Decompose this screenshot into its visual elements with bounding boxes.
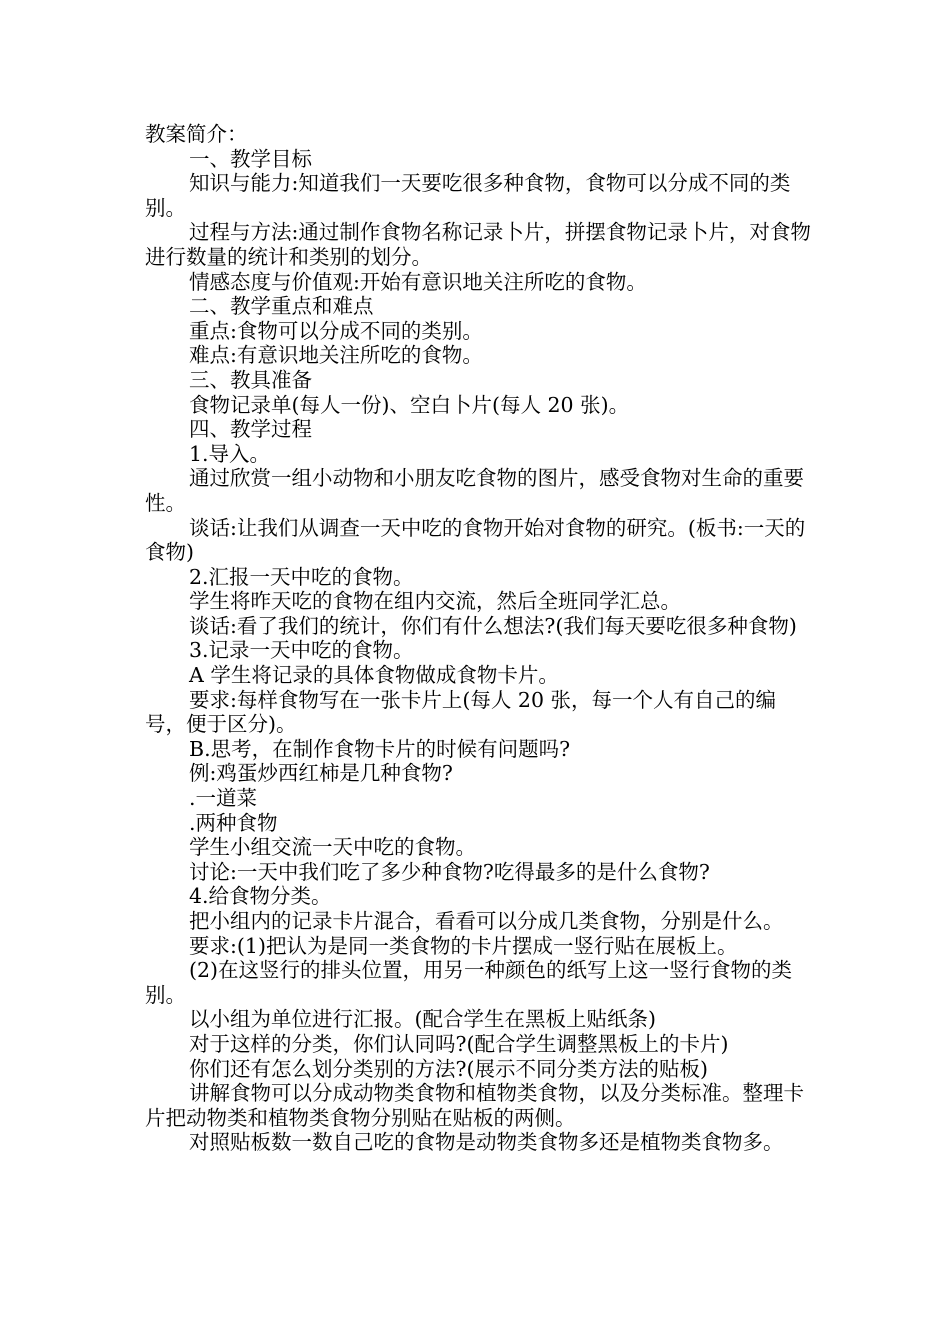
paragraph: 知识与能力:知道我们一天要吃很多种食物，食物可以分成不同的类别。 (145, 171, 791, 220)
step-heading: 1.导入。 (189, 441, 271, 466)
paragraph: 以小组为单位进行汇报。(配合学生在黑板上贴纸条) (189, 1007, 656, 1032)
paragraph: .两种食物 (189, 810, 278, 835)
section-heading-process: 四、教学过程 (189, 417, 312, 442)
section-heading-materials: 三、教具准备 (189, 367, 312, 392)
section-heading-key-points: 二、教学重点和难点 (189, 294, 374, 319)
paragraph: (2)在这竖行的排头位置，用另一种颜色的纸写上这一竖行食物的类别。 (145, 958, 793, 1007)
step-heading: 4.给食物分类。 (189, 884, 332, 909)
section-heading-objectives: 一、教学目标 (189, 146, 312, 171)
paragraph: 例:鸡蛋炒西红柿是几种食物? (189, 761, 453, 786)
paragraph: 你们还有怎么划分类别的方法?(展示不同分类方法的贴板) (189, 1056, 708, 1081)
paragraph: B.思考，在制作食物卡片的时候有问题吗? (189, 736, 571, 761)
paragraph: 学生小组交流一天中吃的食物。 (189, 835, 476, 860)
paragraph: 难点:有意识地关注所吃的食物。 (189, 343, 483, 368)
paragraph: 过程与方法:通过制作食物名称记录卜片，拼摆食物记录卜片，对食物进行数量的统计和类别的划分。 (145, 220, 811, 269)
paragraph: 谈话:看了我们的统计，你们有什么想法?(我们每天要吃很多种食物) (189, 613, 797, 638)
paragraph: 食物记录单(每人一份)、空白卜片(每人 20 张)。 (189, 392, 630, 417)
paragraph: 讲解食物可以分成动物类食物和植物类食物，以及分类标准。整理卡片把动物类和植物类食物分别贴在贴板的两侧。 (145, 1081, 804, 1130)
paragraph: 对照贴板数一数自己吃的食物是动物类食物多还是植物类食物多。 (189, 1130, 784, 1155)
step-heading: 2.汇报一天中吃的食物。 (189, 564, 414, 589)
paragraph: 讨论:一天中我们吃了多少种食物?吃得最多的是什么食物? (189, 859, 710, 884)
paragraph: 对于这样的分类，你们认同吗?(配合学生调整黑板上的卡片) (189, 1031, 729, 1056)
paragraph: 通过欣赏一组小动物和小朋友吃食物的图片，感受食物对生命的重要性。 (145, 466, 804, 515)
paragraph: A 学生将记录的具体食物做成食物卡片。 (189, 663, 559, 688)
paragraph: 谈话:让我们从调查一天中吃的食物开始对食物的研究。(板书:一天的食物) (145, 515, 806, 565)
paragraph: 学生将昨天吃的食物在组内交流，然后全班同学汇总。 (189, 589, 681, 614)
doc-heading: 教案简介： (145, 122, 248, 146)
paragraph: 要求:(1)把认为是同一类食物的卡片摆成一竖行贴在展板上。 (189, 933, 738, 958)
paragraph: .一道菜 (189, 786, 258, 811)
document-body (145, 122, 813, 1155)
paragraph: 要求:每样食物写在一张卡片上(每人 20 张，每一个人有自己的编号，便于区分)。 (145, 687, 777, 737)
step-heading: 3.记录一天中吃的食物。 (189, 638, 414, 663)
paragraph: 情感态度与价值观:开始有意识地关注所吃的食物。 (189, 269, 647, 294)
paragraph: 重点:食物可以分成不同的类别。 (189, 318, 483, 343)
paragraph: 把小组内的记录卡片混合，看看可以分成几类食物，分别是什么。 (189, 909, 784, 933)
